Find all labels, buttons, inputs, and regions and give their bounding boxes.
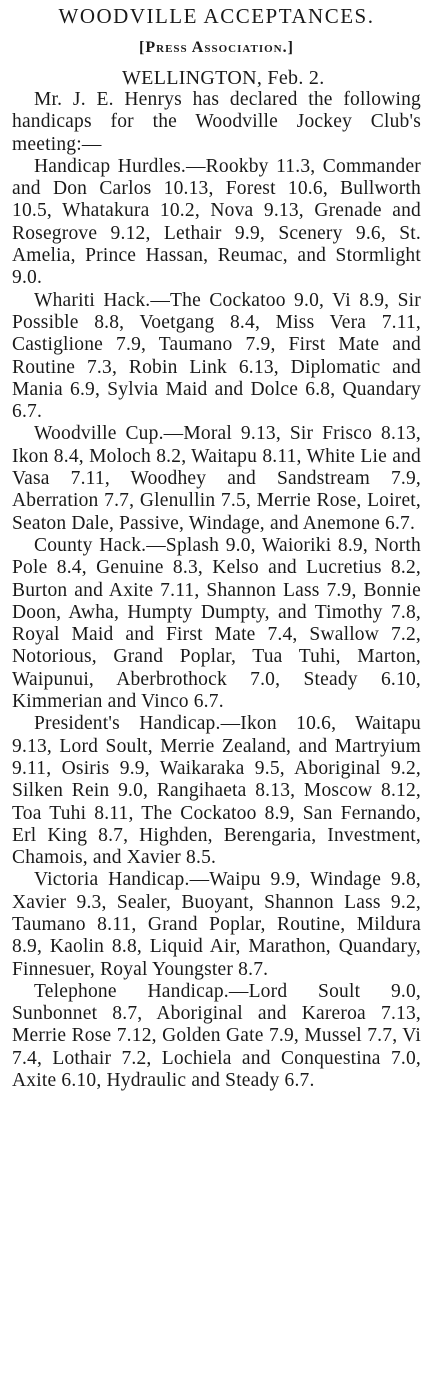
county-hack-paragraph: County Hack.—Splash 9.0, Waioriki 8.9, North Pole 8.4, Genuine 8.3, Kelso and Lucretius 8.2, Burton and Axite 7.11, Shannon Lass 7.9, Bonnie Doon, Awha, Humpty Dumpty, and Timothy 7.8, Royal Maid and First Mate 7.4, Swallow 7.2, Notorious, Grand Poplar, Tua Tuhi, Marton, Waipunui, Aberbrothock 7.0, Steady 6.10, Kimmerian and Vinco 6.7. — [12, 534, 421, 713]
whariti-hack-paragraph: Whariti Hack.—The Cockatoo 9.0, Vi 8.9, Sir Possible 8.8, Voetgang 8.4, Miss Vera 7.11, Castiglione 7.9, Taumano 7.9, First Mate and Routine 7.3, Robin Link 6.13, Diplomatic and Mania 6.9, Sylvia Maid and Dolce 6.8, Quandary 6.7. — [12, 289, 421, 423]
headline: WOODVILLE ACCEPTANCES. — [58, 4, 375, 28]
telephone-handicap-paragraph: Telephone Handicap.—Lord Soult 9.0, Sunbonnet 8.7, Aboriginal and Kareroa 7.13, Merrie Rose 7.12, Golden Gate 7.9, Mussel 7.7, Vi 7.4, Lothair 7.2, Lochiela and Conquestina 7.0, Axite 6.10, Hydraulic and Steady 6.7. — [12, 980, 421, 1092]
press-credit: [Press Association.] — [139, 39, 294, 56]
article-body — [12, 89, 421, 1092]
intro-paragraph: Mr. J. E. Henrys has declared the following handicaps for the Woodville Jockey Club's meeting:— — [12, 89, 421, 155]
victoria-handicap-paragraph: Victoria Handicap.—Waipu 9.9, Windage 9.8, Xavier 9.3, Sealer, Buoyant, Shannon Lass 9.2, Taumano 8.11, Grand Poplar, Routine, Mildura 8.9, Kaolin 8.8, Liquid Air, Marathon, Quandary, Finnesuer, Royal Youngster 8.7. — [12, 869, 421, 980]
dateline: WELLINGTON, Feb. 2. — [122, 67, 325, 89]
handicap-hurdles-paragraph: Handicap Hurdles.—Rookby 11.3, Commander and Don Carlos 10.13, Forest 10.6, Bullworth 10.5, Whatakura 10.2, Nova 9.13, Grenade and Rosegrove 9.12, Lethair 9.9, Scenery 9.6, St. Amelia, Prince Hassan, Reumac, and Stormlight 9.0. — [12, 155, 421, 289]
woodville-cup-paragraph: Woodville Cup.—Moral 9.13, Sir Frisco 8.13, Ikon 8.4, Moloch 8.2, Waitapu 8.11, White Lie and Vasa 7.11, Woodhey and Sandstream 7.9, Aberration 7.7, Glenullin 7.5, Merrie Rose, Loiret, Seaton Dale, Passive, Windage, and Anemone 6.7. — [12, 423, 421, 534]
presidents-handicap-paragraph: President's Handicap.—Ikon 10.6, Waitapu 9.13, Lord Soult, Merrie Zealand, and Martryium 9.11, Osiris 9.9, Waikaraka 9.5, Aboriginal 9.2, Silken Rein 9.0, Rangihaeta 8.13, Moscow 8.12, Toa Tuhi 8.11, The Cockatoo 8.9, San Fernando, Erl King 8.7, Highden, Berengaria, Investment, Chamois, and Xavier 8.5. — [12, 713, 421, 869]
